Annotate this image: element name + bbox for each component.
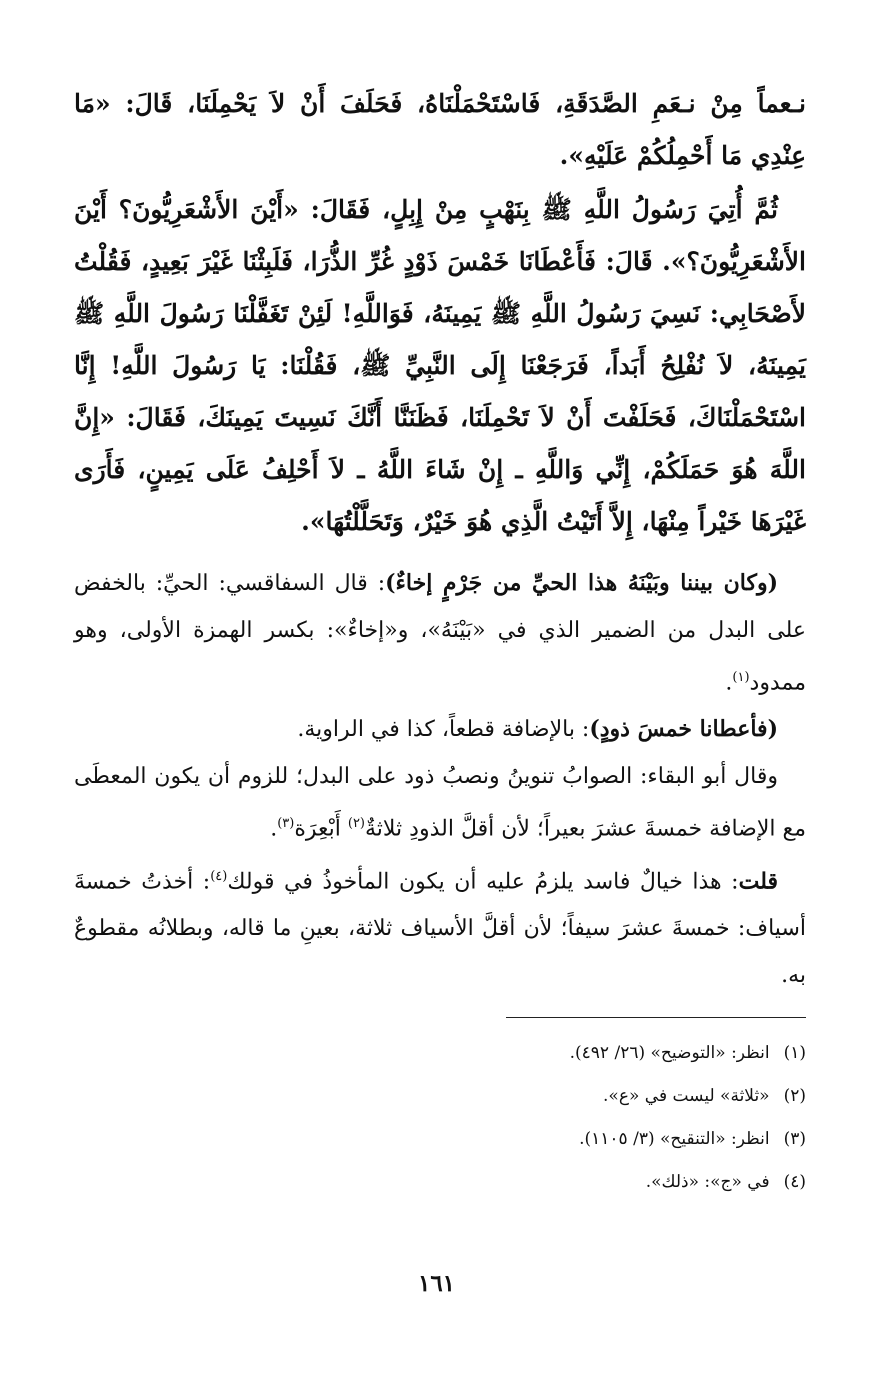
commentary (74, 560, 806, 999)
footnote-3 (74, 1118, 806, 1161)
commentary-tail-before-ref-3: أَبْعِرَة (294, 816, 348, 842)
commentary-text-4: : هذا خيالٌ فاسد يلزمُ عليه أن يكون المأخوذُ في قولك (227, 868, 739, 894)
footnote-number-4: (٤) (783, 1171, 806, 1192)
commentary-lemma-2: (فأعطانا خمسَ ذودٍ) (589, 716, 778, 743)
note-ref-2[interactable]: (٢) (347, 816, 365, 832)
commentary-lemma-4: قلت (738, 867, 778, 894)
note-ref-4[interactable]: (٤) (210, 868, 228, 884)
commentary-tail-4: : أخذتُ خمسةَ أسياف: خمسةَ عشرَ سيفاً؛ لأن أقلَّ الأسياف ثلاثة، بعينِ ما قاله، وبطلانُه مقطوعٌ به. (74, 868, 806, 988)
commentary-tail-3: . (270, 816, 278, 842)
page-body (74, 78, 806, 1204)
commentary-lemma-1: (وكان بيننا وبَيْنَهُ هذا الحيِّ من جَرْمٍ إخاءٌ) (385, 570, 778, 596)
footnote-number-1: (١) (783, 1042, 806, 1063)
page-number: ١٦١ (417, 1270, 456, 1297)
hadith-paragraph-1: نـعماً مِنْ نـعَمِ الصَّدَقَةِ، فَاسْتَحْمَلْنَاهُ، فَحَلَفَ أَنْ لاَ يَحْمِلَنَا، قَالَ: «مَا عِنْدِي مَا أَحْمِلُكُمْ عَلَيْهِ». (74, 89, 806, 170)
footnote-1 (74, 1032, 806, 1075)
commentary-paragraph-4 (74, 853, 806, 999)
footnote-number-3: (٣) (783, 1128, 806, 1149)
footnote-text-2: «ثلاثة» ليست في «ع». (603, 1085, 770, 1106)
footnote-2 (74, 1075, 806, 1118)
footnotes (74, 1032, 806, 1204)
footnote-separator (506, 1017, 806, 1018)
commentary-paragraph-1 (74, 560, 806, 706)
footnote-number-2: (٢) (783, 1085, 806, 1106)
commentary-paragraph-3 (74, 753, 806, 852)
hadith-paragraph-2: ثُمَّ أُتِيَ رَسُولُ اللَّهِ ﷺ بِنَهْبٍ مِنْ إِبِلٍ، فَقَالَ: «أَيْنَ الأَشْعَرِيُّونَ؟ أَيْنَ الأَشْعَرِيُّونَ؟». قَالَ: فَأَعْطَانَا خَمْسَ ذَوْدٍ غُرِّ الذُّرَا، فَلَبِثْنَا غَيْرَ بَعِيدٍ، فَقُلْتُ لأَصْحَابِي: نَسِيَ رَسُولُ اللَّهِ ﷺ يَمِينَهُ، فَوَاللَّهِ! لَئِنْ تَغَفَّلْنَا رَسُولَ اللَّهِ ﷺ يَمِينَهُ، لاَ نُفْلِحُ أَبَداً، فَرَجَعْنَا إِلَى النَّبِيِّ ﷺ، فَقُلْنَا: يَا رَسُولَ اللَّهِ! إِنَّا اسْتَحْمَلْنَاكَ، فَحَلَفْتَ أَنْ لاَ تَحْمِلَنَا، فَظَنَنَّا أَنَّكَ نَسِيتَ يَمِينَكَ، فَقَالَ: «إِنَّ اللَّهَ هُوَ حَمَلَكُمْ، إِنِّي وَاللَّهِ ـ إِنْ شَاءَ اللَّهُ ـ لاَ أَحْلِفُ عَلَى يَمِينٍ، فَأَرَى غَيْرَهَا خَيْراً مِنْهَا، إِلاَّ أَتَيْتُ الَّذِي هُوَ خَيْرٌ، وَتَحَلَّلْتُهَا». (74, 195, 806, 536)
hadith-text (74, 78, 806, 548)
note-ref-1[interactable]: (١) (732, 670, 750, 685)
commentary-paragraph-2 (74, 706, 806, 753)
commentary-tail-1: . (725, 670, 733, 696)
commentary-text-3: وقال أبو البقاء: الصوابُ تنوينُ ونصبُ ذود على البدل؛ للزوم أن يكون المعطَى مع الإضافة خمسةَ عشرَ بعيراً؛ لأن أقلَّ الذودِ ثلاثةٌ (74, 764, 806, 842)
footnote-text-4: في «ج»: «ذلك». (645, 1171, 770, 1192)
note-ref-3[interactable]: (٣) (277, 816, 295, 832)
footnote-text-1: انظر: «التوضيح» (٢٦/ ٤٩٢). (569, 1042, 770, 1063)
commentary-text-1: : قال السفاقسي: الحيِّ: بالخفض على البدل من الضمير الذي في «بَيْنَهُ»، و«إخاءٌ»: بكسر الهمزة الأولى، وهو ممدود (74, 571, 806, 696)
footnote-text-3: انظر: «التنقيح» (٣/ ١١٠٥). (579, 1128, 770, 1149)
commentary-text-2: : بالإضافة قطعاً، كذا في الراوية. (297, 717, 590, 743)
footnote-4 (74, 1161, 806, 1204)
